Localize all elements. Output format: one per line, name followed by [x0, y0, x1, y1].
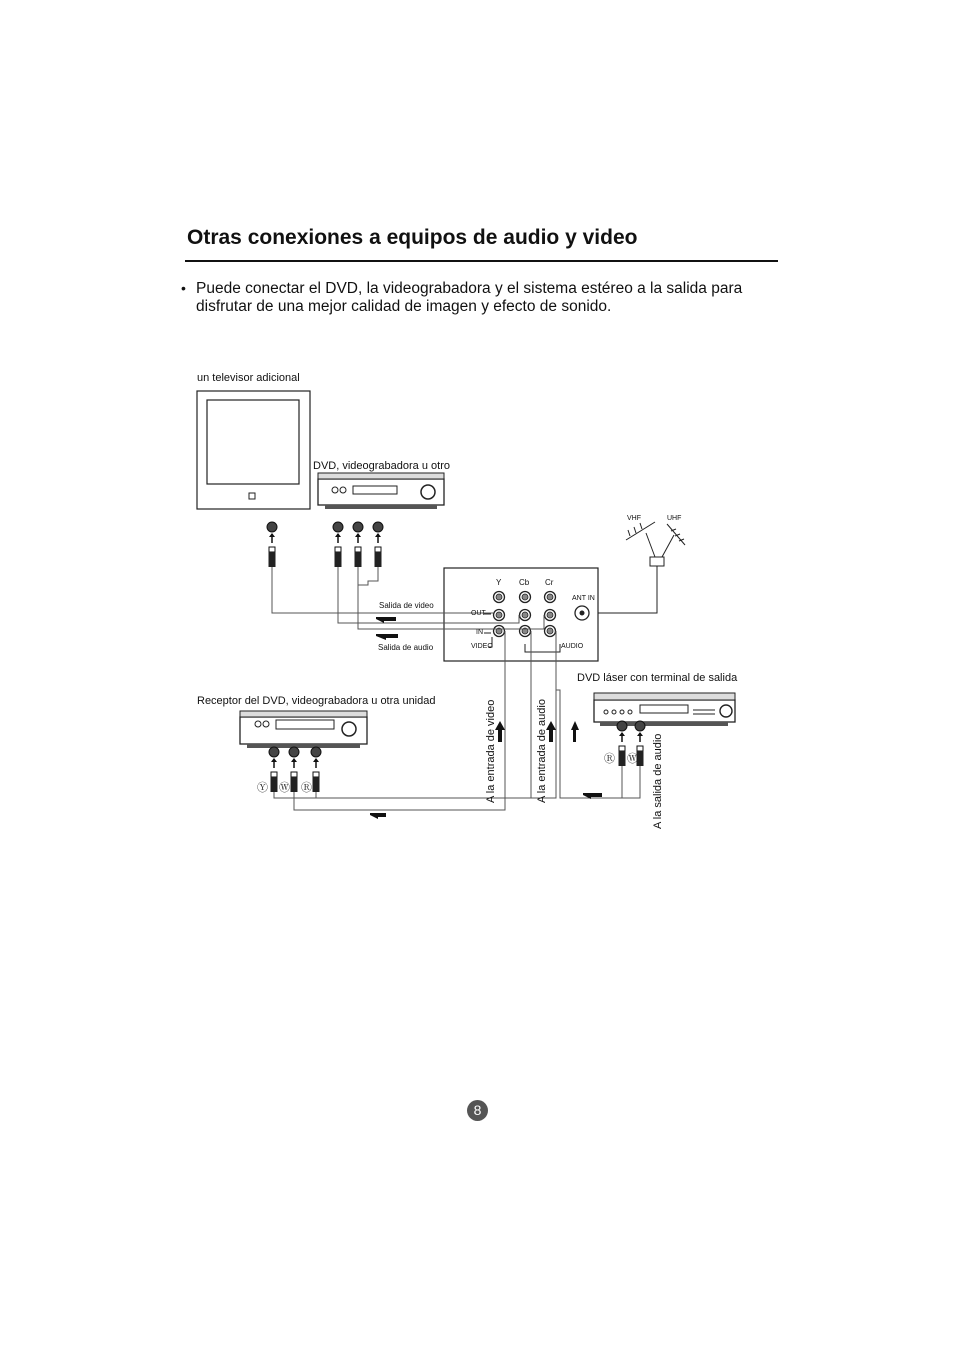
intro-paragraph: Puede conectar el DVD, la videograbadora y el sistema estéreo a la salida para disfrutar de una mejor calidad de imagen y efecto de sonido. [196, 280, 743, 315]
to-video-in-label: A la entrada de video [485, 699, 497, 803]
vcr-label: DVD, videograbadora u otro [313, 460, 450, 472]
panel-out-label: OUT [471, 610, 486, 617]
uhf-label: UHF [667, 515, 682, 522]
page-title: Otras conexiones a equipos de audio y video [187, 226, 638, 249]
bullet-dot: • [181, 280, 186, 296]
tv-label: un televisor adicional [197, 372, 300, 384]
video-out-label: Salida de video [379, 601, 434, 610]
panel-cr-label: Cr [545, 578, 554, 587]
plug-w-marker-laser: Ⓦ [627, 753, 638, 765]
plug-r-marker: Ⓡ [301, 782, 312, 794]
panel-audio-label: AUDIO [561, 643, 584, 650]
plug-r-marker-laser: Ⓡ [604, 753, 615, 765]
plug-w-marker: Ⓦ [279, 782, 290, 794]
audio-out-label: Salida de audio [378, 643, 434, 652]
antennas [592, 522, 685, 613]
laser-dvd-unit [594, 693, 735, 766]
laser-dvd-label: DVD láser con terminal de salida [577, 672, 738, 684]
panel-cb-label: Cb [519, 578, 530, 587]
vhf-label: VHF [627, 515, 641, 522]
panel-y-label: Y [496, 578, 502, 587]
plug-y-marker: Ⓨ [257, 782, 268, 794]
panel-in-label: IN [476, 629, 483, 636]
page-number: 8 [467, 1100, 488, 1121]
to-audio-in-label: A la entrada de audio [536, 699, 548, 803]
panel-ant-in-label: ANT IN [572, 595, 595, 602]
vcr-top [318, 473, 444, 509]
to-audio-out-label: A la salida de audio [652, 733, 664, 829]
top-plugs [267, 522, 383, 567]
receiver-label: Receptor del DVD, videograbadora u otra unidad [197, 695, 436, 707]
additional-tv [197, 391, 310, 509]
panel-video-label: VIDEO [471, 643, 493, 650]
